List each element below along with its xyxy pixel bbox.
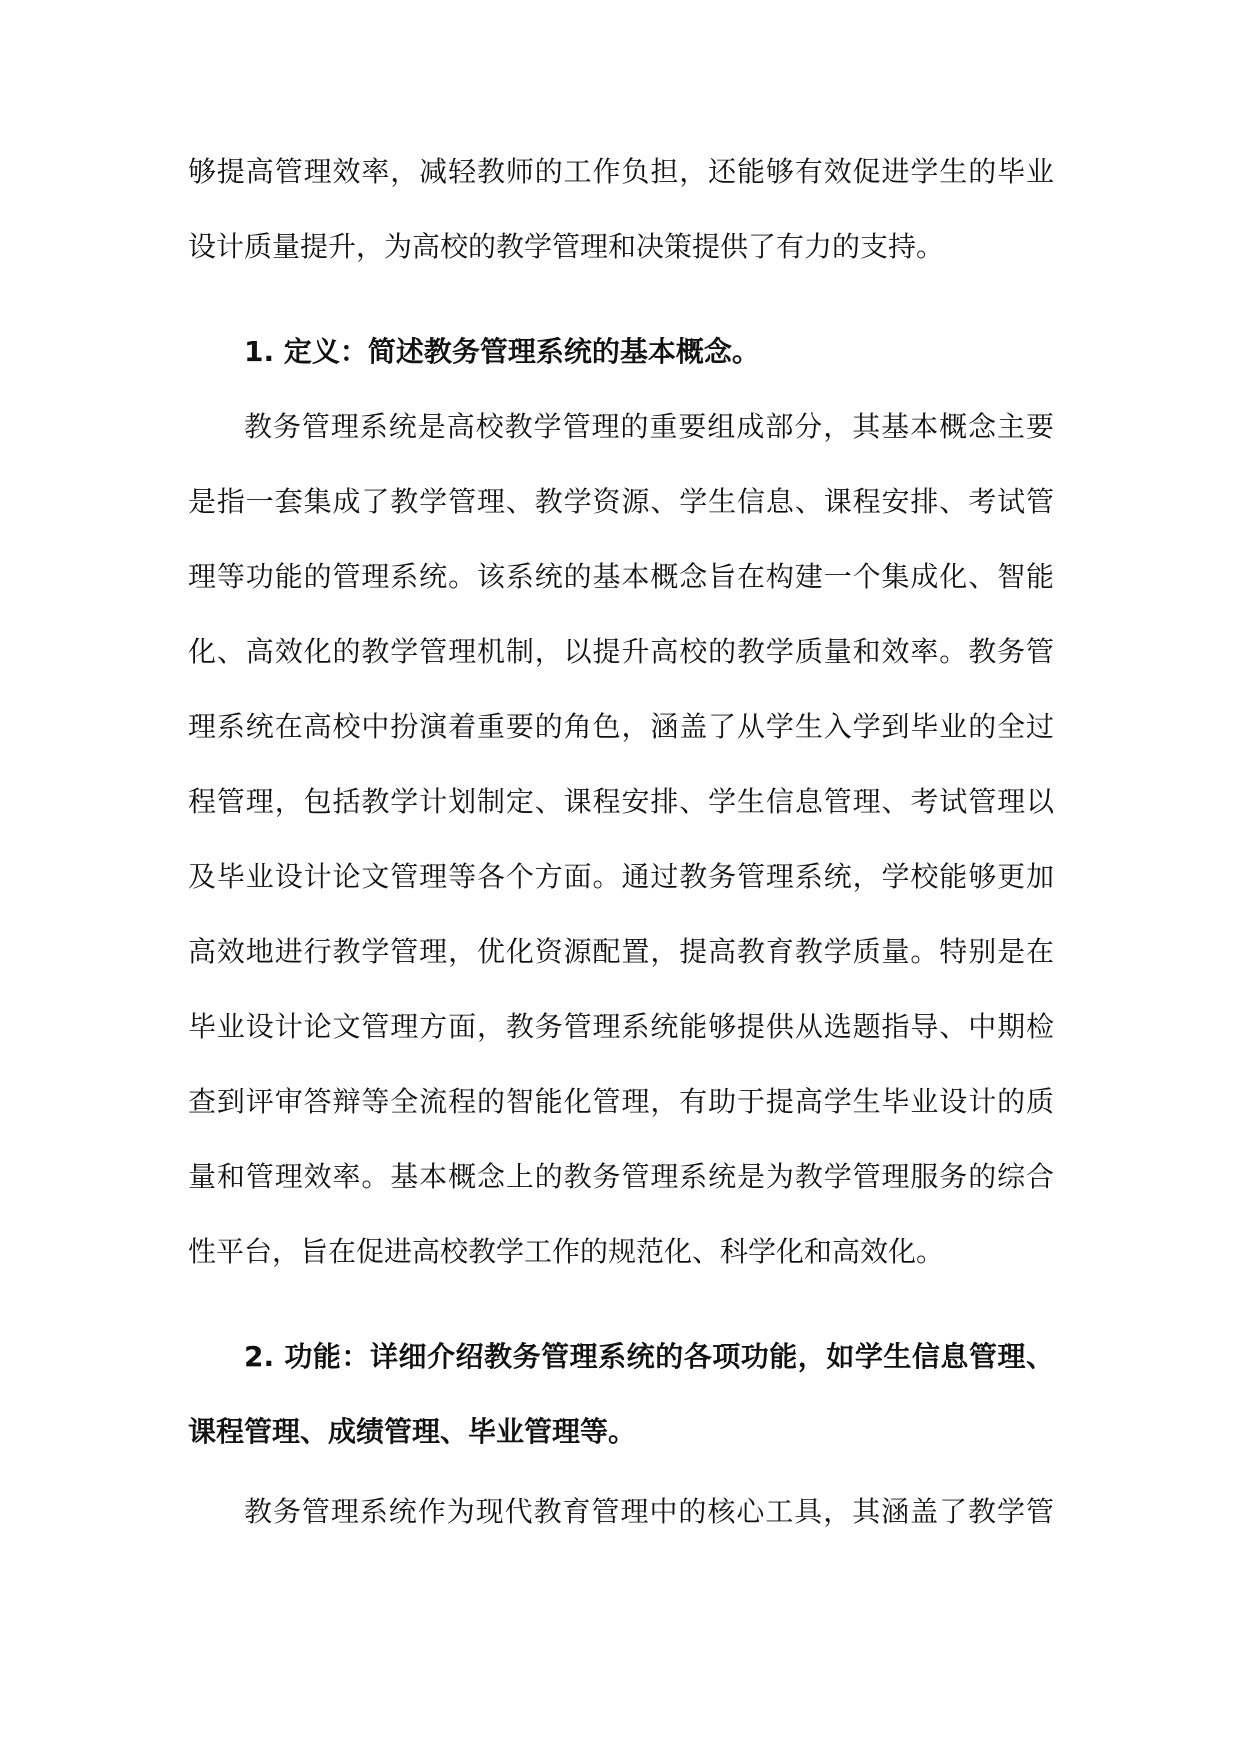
paragraph-line: 理等功能的管理系统。该系统的基本概念旨在构建一个集成化、智能 [188,560,1054,593]
paragraph-line: 是指一套集成了教学管理、教学资源、学生信息、课程安排、考试管 [188,485,1054,518]
paragraph-line: 高效地进行教学管理，优化资源配置，提高教育教学质量。特别是在 [188,935,1054,968]
paragraph-line: 设计质量提升，为高校的教学管理和决策提供了有力的支持。 [188,230,945,263]
section-heading: 1. 定义：简述教务管理系统的基本概念。 [244,335,760,368]
paragraph-line: 教务管理系统是高校教学管理的重要组成部分，其基本概念主要 [244,410,1054,443]
paragraph-line: 程管理，包括教学计划制定、课程安排、学生信息管理、考试管理以 [188,785,1054,818]
paragraph-line: 量和管理效率。基本概念上的教务管理系统是为教学管理服务的综合 [188,1160,1054,1193]
paragraph-line: 够提高管理效率，减轻教师的工作负担，还能够有效促进学生的毕业 [188,155,1054,188]
section-heading: 2. 功能：详细介绍教务管理系统的各项功能，如学生信息管理、 [244,1340,1054,1373]
paragraph-line: 及毕业设计论文管理等各个方面。通过教务管理系统，学校能够更加 [188,860,1054,893]
paragraph-line: 化、高效化的教学管理机制，以提升高校的教学质量和效率。教务管 [188,635,1054,668]
paragraph-line: 性平台，旨在促进高校教学工作的规范化、科学化和高效化。 [188,1235,945,1268]
paragraph-line: 教务管理系统作为现代教育管理中的核心工具，其涵盖了教学管 [244,1495,1054,1528]
paragraph-line: 毕业设计论文管理方面，教务管理系统能够提供从选题指导、中期检 [188,1010,1054,1043]
paragraph-line: 查到评审答辩等全流程的智能化管理，有助于提高学生毕业设计的质 [188,1085,1054,1118]
paragraph-line: 理系统在高校中扮演着重要的角色，涵盖了从学生入学到毕业的全过 [188,710,1054,743]
section-heading-continued: 课程管理、成绩管理、毕业管理等。 [188,1415,637,1448]
